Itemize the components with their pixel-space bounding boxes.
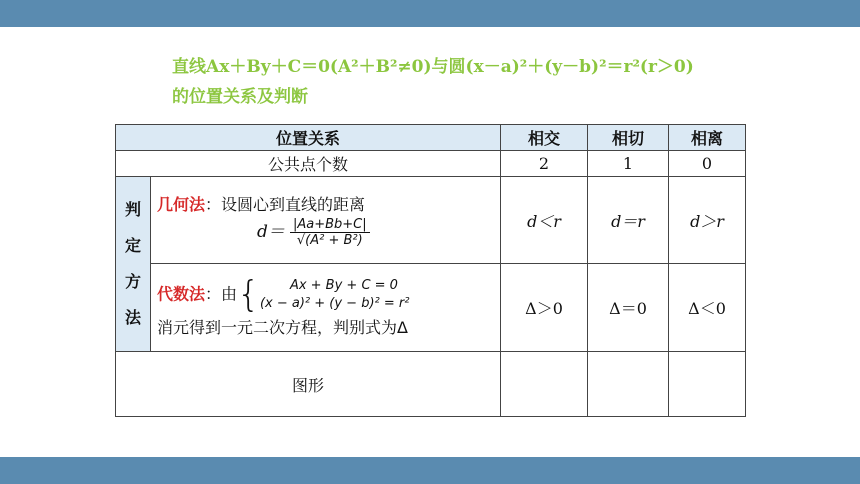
- judge-char: 定: [124, 236, 141, 255]
- left-brace: {: [237, 274, 260, 315]
- circle-equation: (x − a)² + (y − b)² = r²: [259, 296, 410, 311]
- alg-result-tangent: Δ＝0: [588, 264, 669, 352]
- judge-char: 判: [124, 200, 141, 219]
- colon: ：: [205, 195, 222, 214]
- judge-char: 法: [124, 308, 141, 327]
- common-points-separate: 0: [669, 151, 746, 177]
- algebraic-method-desc: 消元得到一元二次方程，判别式为Δ: [157, 318, 408, 337]
- geo-result-tangent: d＝r: [588, 177, 669, 264]
- header-tangent: 相切: [588, 125, 669, 151]
- algebraic-row: [116, 264, 746, 352]
- distance-formula-lhs: d＝: [257, 222, 285, 242]
- geo-result-intersect: d＜r: [501, 177, 588, 264]
- common-points-row: [116, 151, 746, 177]
- common-points-intersect: 2: [501, 151, 588, 177]
- geo-result-separate: d＞r: [669, 177, 746, 264]
- header-intersect: 相交: [501, 125, 588, 151]
- algebraic-method-cell: [151, 264, 501, 352]
- relation-table: [115, 124, 746, 417]
- common-points-label: 公共点个数: [116, 151, 501, 177]
- figure-separate: [669, 352, 746, 417]
- heading-line-1: 直线Ax＋By＋C＝0(A²＋B²≠0)与圆(x－a)²＋(y－b)²＝r²(r＞0): [172, 57, 694, 77]
- header-position-relation: 位置关系: [116, 125, 501, 151]
- judge-method-label: [116, 177, 151, 352]
- top-band: [0, 0, 860, 27]
- figure-intersect: [501, 352, 588, 417]
- distance-numerator: |Aa+Bb+C|: [290, 217, 370, 233]
- distance-formula-fraction: [290, 217, 370, 248]
- heading-line-2: 的位置关系及判断: [172, 87, 308, 107]
- distance-denominator: √(A² + B²): [296, 233, 363, 248]
- bottom-band: [0, 457, 860, 484]
- figure-tangent: [588, 352, 669, 417]
- header-row: [116, 125, 746, 151]
- figure-row: [116, 352, 746, 417]
- geometric-method-desc: 设圆心到直线的距离: [221, 195, 366, 214]
- header-separate: 相离: [669, 125, 746, 151]
- alg-result-intersect: Δ＞0: [501, 264, 588, 352]
- alg-result-separate: Δ＜0: [669, 264, 746, 352]
- colon-you: ：由: [205, 284, 238, 304]
- common-points-tangent: 1: [588, 151, 669, 177]
- algebraic-method-title: 代数法: [157, 284, 206, 304]
- heading: [172, 52, 812, 112]
- equation-line: Ax + By + C = 0: [289, 278, 398, 293]
- figure-label: 图形: [116, 352, 501, 417]
- geometric-method-cell: [151, 177, 501, 264]
- geometric-method-title: 几何法: [157, 195, 206, 214]
- equation-system: [260, 277, 410, 313]
- geometric-row: [116, 177, 746, 264]
- judge-char: 方: [124, 272, 141, 291]
